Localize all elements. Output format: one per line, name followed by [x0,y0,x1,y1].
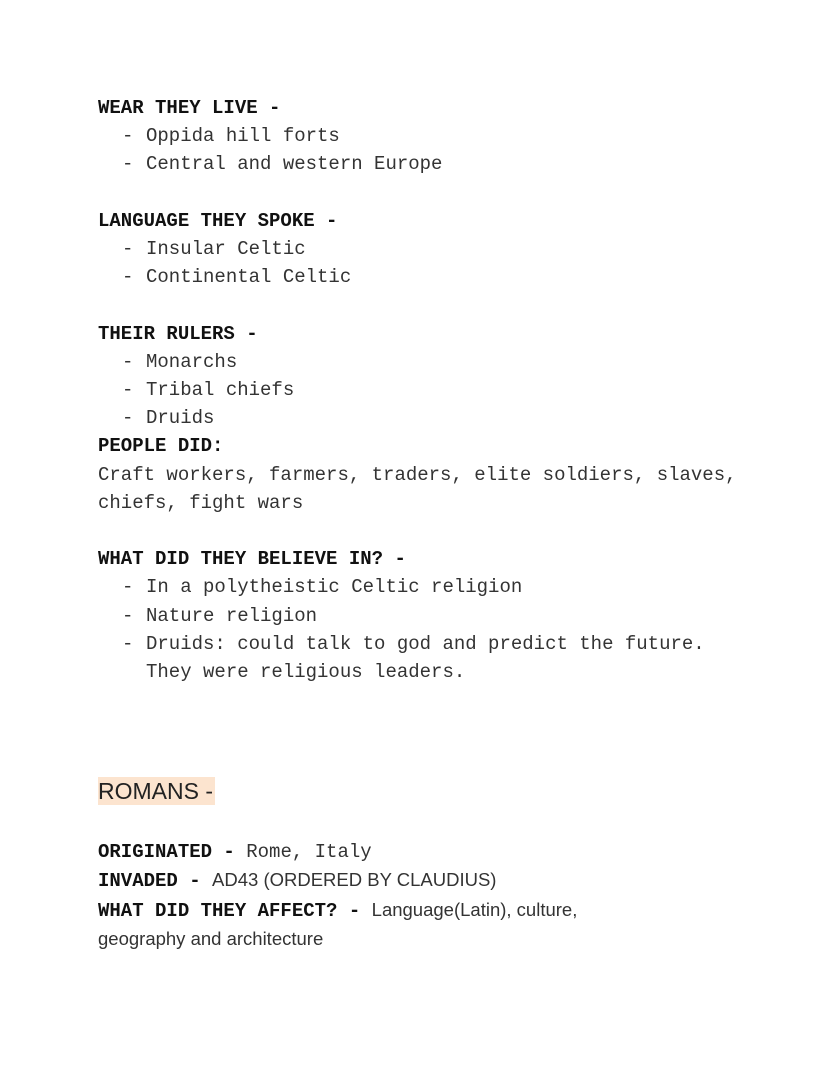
bullet-dash: - [122,125,134,148]
romans-title: ROMANS - [98,778,213,805]
bullet-dash: - [122,379,134,401]
rulers-list [98,348,798,433]
bullet-dash: - [122,407,134,430]
beliefs-list [98,573,718,686]
originated-line [98,838,798,866]
where-heading: WEAR THEY LIVE - [98,97,281,119]
list-item: - Central and western Europe [98,150,798,178]
list-item: - In a polytheistic Celtic religion [98,573,718,601]
invaded-value: AD43 (ORDERED BY CLAUDIUS) [212,869,497,891]
affect-line-continued [98,925,798,954]
bullet-dash: - [122,632,134,655]
beliefs-heading: WHAT DID THEY BELIEVE IN? - [98,548,406,571]
bullet-dash: - [122,350,134,373]
list-item: - Monarchs [98,348,798,376]
affect-label: WHAT DID THEY AFFECT? - [98,899,361,922]
list-item: - Continental Celtic [98,263,798,291]
romans-title-row [98,770,798,812]
list-item: - Oppida hill forts [98,122,798,150]
affect-line [98,896,798,925]
language-list [98,235,798,291]
where-list [98,122,798,178]
list-item: - Insular Celtic [98,235,798,263]
language-heading: LANGUAGE THEY SPOKE - [98,209,338,232]
affect-value-part2: geography and architecture [98,927,324,949]
invaded-label: INVADED - [98,870,201,893]
list-item: - Nature religion [98,602,718,630]
originated-label: ORIGINATED - [98,841,235,864]
bullet-dash: - [122,266,134,289]
list-item: - Tribal chiefs [98,376,798,404]
list-item: - Druids [98,404,798,432]
list-item: - Druids: could talk to god and predict the future. They were religious leaders. [98,630,718,686]
rulers-heading: THEIR RULERS - [98,322,258,345]
bullet-dash: - [122,604,134,627]
people-heading: PEOPLE DID: [98,435,224,458]
people-text: Craft workers, farmers, traders, elite soldiers, slaves, chiefs, fight wars [98,463,737,514]
invaded-line [98,866,798,895]
document-page [98,94,798,954]
bullet-dash: - [122,153,134,176]
bullet-dash: - [122,238,134,260]
originated-value: Rome, Italy [246,841,372,864]
affect-value-part1: Language(Latin), culture, [371,898,578,920]
bullet-dash: - [122,576,134,599]
